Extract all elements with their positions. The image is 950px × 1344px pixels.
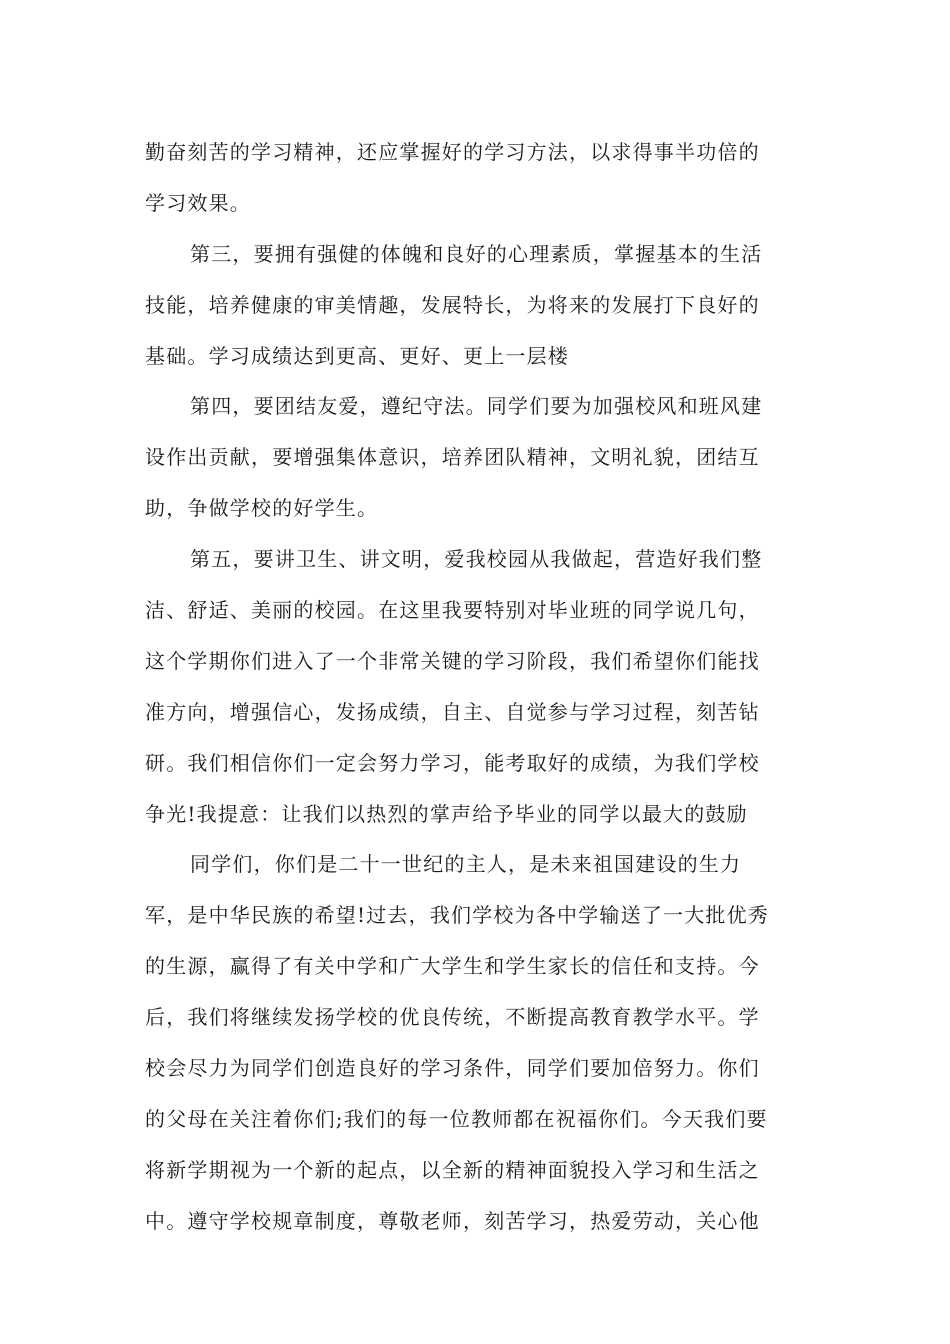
text-line: 中。遵守学校规章制度，尊敬老师，刻苦学习，热爱劳动，关心他 <box>145 1208 760 1233</box>
text-line: 第四，要团结友爱，遵纪守法。同学们要为加强校风和班风建 <box>190 394 763 419</box>
text-line: 的父母在关注着你们;我们的每一位教师都在祝福你们。今天我们要 <box>145 1106 768 1131</box>
text-line: 助，争做学校的好学生。 <box>145 496 379 521</box>
text-line: 准方向，增强信心，发扬成绩，自主、自觉参与学习过程，刻苦钻 <box>145 699 760 724</box>
text-line: 的生源，赢得了有关中学和广大学生和学生家长的信任和支持。今 <box>145 954 760 979</box>
text-line: 这个学期你们进入了一个非常关键的学习阶段，我们希望你们能找 <box>145 648 760 673</box>
text-line: 设作出贡献，要增强集体意识，培养团队精神，文明礼貌，团结互 <box>145 445 760 470</box>
text-line: 技能，培养健康的审美情趣，发展特长，为将来的发展打下良好的 <box>145 292 760 317</box>
text-line: 后，我们将继续发扬学校的优良传统，不断提高教育教学水平。学 <box>145 1005 760 1030</box>
paragraph-4 <box>145 534 805 839</box>
text-line: 军，是中华民族的希望!过去，我们学校为各中学输送了一大批优秀 <box>145 903 770 928</box>
document-page <box>145 127 805 1247</box>
paragraph-3 <box>145 381 805 534</box>
paragraph-2 <box>145 229 805 382</box>
text-line: 校会尽力为同学们创造良好的学习条件，同学们要加倍努力。你们 <box>145 1056 760 1081</box>
text-line: 学习效果。 <box>145 190 251 215</box>
text-line: 洁、舒适、美丽的校园。在这里我要特别对毕业班的同学说几句， <box>145 598 760 623</box>
text-line: 第五，要讲卫生、讲文明，爱我校园从我做起，营造好我们整 <box>190 547 763 572</box>
text-line: 勤奋刻苦的学习精神，还应掌握好的学习方法，以求得事半功倍的 <box>145 140 760 164</box>
text-line: 同学们，你们是二十一世纪的主人，是未来祖国建设的生力 <box>190 852 742 877</box>
text-line: 争光!我提意：让我们以热烈的掌声给予毕业的同学以最大的鼓励 <box>145 801 748 826</box>
paragraph-1 <box>145 127 805 229</box>
text-line: 基础。学习成绩达到更高、更好、更上一层楼 <box>145 343 569 368</box>
text-line: 将新学期视为一个新的起点，以全新的精神面貌投入学习和生活之 <box>145 1157 760 1182</box>
paragraph-5 <box>145 839 805 1246</box>
text-line: 研。我们相信你们一定会努力学习，能考取好的成绩，为我们学校 <box>145 750 760 775</box>
text-line: 第三，要拥有强健的体魄和良好的心理素质，掌握基本的生活 <box>190 241 763 266</box>
